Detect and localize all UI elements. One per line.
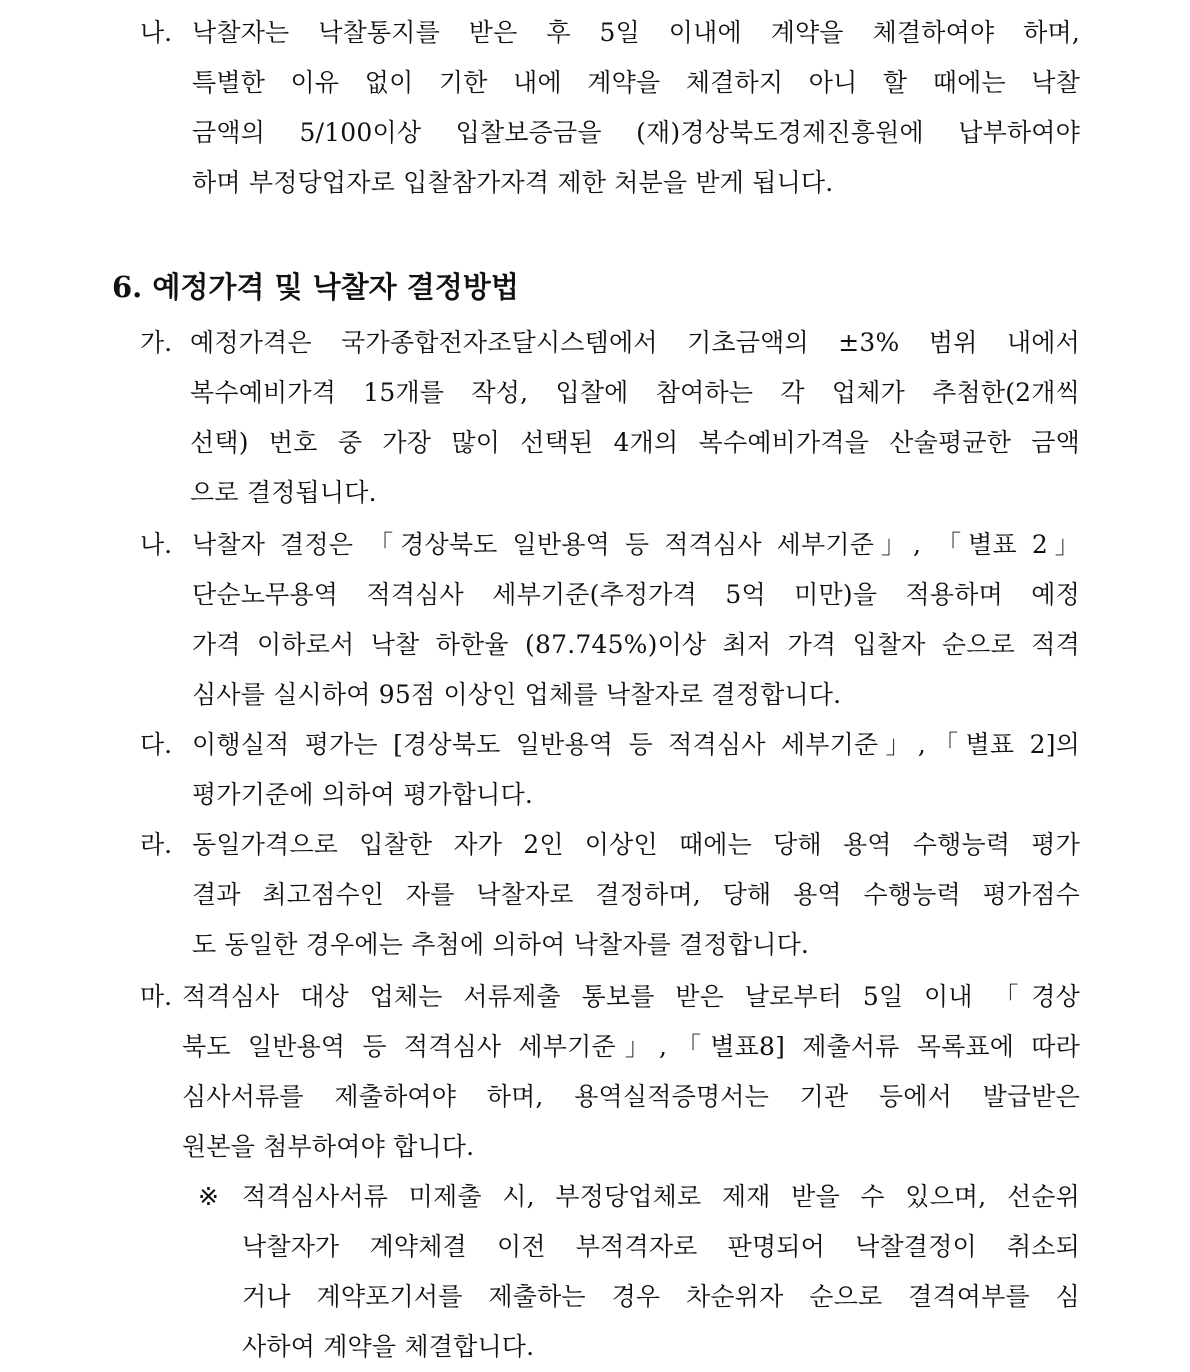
clause-line: 선택) 번호 중 가장 많이 선택된 4개의 복수예비가격을 산술평균한 금액 bbox=[190, 428, 1080, 457]
clause-line: 낙찰자는 낙찰통지를 받은 후 5일 이내에 계약을 체결하여야 하며, bbox=[192, 18, 1080, 47]
clause-marker: 다. bbox=[140, 730, 173, 759]
clause-marker: 나. bbox=[140, 530, 173, 559]
clause-ma-document-submission bbox=[140, 972, 1080, 1172]
clause-na-winner-decision bbox=[140, 520, 1080, 720]
clause-line: 평가기준에 의하여 평가합니다. bbox=[192, 780, 533, 809]
section-heading: 6. 예정가격 및 낙찰자 결정방법 bbox=[112, 270, 519, 304]
clause-line: 원본을 첨부하여야 합니다. bbox=[182, 1132, 475, 1161]
clause-marker: 마. bbox=[140, 982, 173, 1011]
clause-line: 으로 결정됩니다. bbox=[190, 478, 377, 507]
note-line: 거나 계약포기서를 제출하는 경우 차순위자 순으로 결격여부를 심 bbox=[242, 1282, 1080, 1311]
note-line: 낙찰자가 계약체결 이전 부적격자로 판명되어 낙찰결정이 취소되 bbox=[242, 1232, 1080, 1261]
clause-line: 도 동일한 경우에는 추첨에 의하여 낙찰자를 결정합니다. bbox=[192, 930, 810, 959]
clause-line: 이행실적 평가는 [경상북도 일반용역 등 적격심사 세부기준」,「별표 2]의 bbox=[192, 730, 1080, 759]
clause-da-performance-eval bbox=[140, 720, 1080, 820]
note-line: 적격심사서류 미제출 시, 부정당업체로 제재 받을 수 있으며, 선순위 bbox=[242, 1182, 1080, 1211]
clause-line: 북도 일반용역 등 적격심사 세부기준」,「별표8] 제출서류 목록표에 따라 bbox=[182, 1032, 1080, 1061]
note-marker: ※ bbox=[198, 1182, 219, 1211]
clause-ra-tie-breaking bbox=[140, 820, 1080, 970]
clause-na-contract bbox=[140, 8, 1080, 208]
clause-line: 예정가격은 국가종합전자조달시스템에서 기초금액의 ±3% 범위 내에서 bbox=[190, 328, 1080, 357]
clause-line: 낙찰자 결정은 「경상북도 일반용역 등 적격심사 세부기준」, 「별표 2」 bbox=[192, 530, 1080, 559]
clause-marker: 가. bbox=[140, 328, 173, 357]
clause-line: 가격 이하로서 낙찰 하한율 (87.745%)이상 최저 가격 입찰자 순으로 적격 bbox=[192, 630, 1080, 659]
clause-line: 복수예비가격 15개를 작성, 입찰에 참여하는 각 업체가 추첨한(2개씩 bbox=[190, 378, 1080, 407]
note-line: 사하여 계약을 체결합니다. bbox=[242, 1332, 535, 1361]
clause-line: 하며 부정당업자로 입찰참가자격 제한 처분을 받게 됩니다. bbox=[192, 168, 834, 197]
clause-line: 단순노무용역 적격심사 세부기준(추정가격 5억 미만)을 적용하며 예정 bbox=[192, 580, 1080, 609]
clause-line: 심사서류를 제출하여야 하며, 용역실적증명서는 기관 등에서 발급받은 bbox=[182, 1082, 1080, 1111]
clause-line: 적격심사 대상 업체는 서류제출 통보를 받은 날로부터 5일 이내 「경상 bbox=[182, 982, 1080, 1011]
note-block bbox=[198, 1172, 1080, 1372]
clause-line: 금액의 5/100이상 입찰보증금을 (재)경상북도경제진흥원에 납부하여야 bbox=[192, 118, 1080, 147]
clause-line: 결과 최고점수인 자를 낙찰자로 결정하며, 당해 용역 수행능력 평가점수 bbox=[192, 880, 1080, 909]
clause-marker: 나. bbox=[140, 18, 173, 47]
clause-marker: 라. bbox=[140, 830, 173, 859]
clause-line: 동일가격으로 입찰한 자가 2인 이상인 때에는 당해 용역 수행능력 평가 bbox=[192, 830, 1080, 859]
clause-line: 심사를 실시하여 95점 이상인 업체를 낙찰자로 결정합니다. bbox=[192, 680, 842, 709]
clause-line: 특별한 이유 없이 기한 내에 계약을 체결하지 아니 할 때에는 낙찰 bbox=[192, 68, 1080, 97]
clause-ga-estimated-price bbox=[140, 318, 1080, 518]
